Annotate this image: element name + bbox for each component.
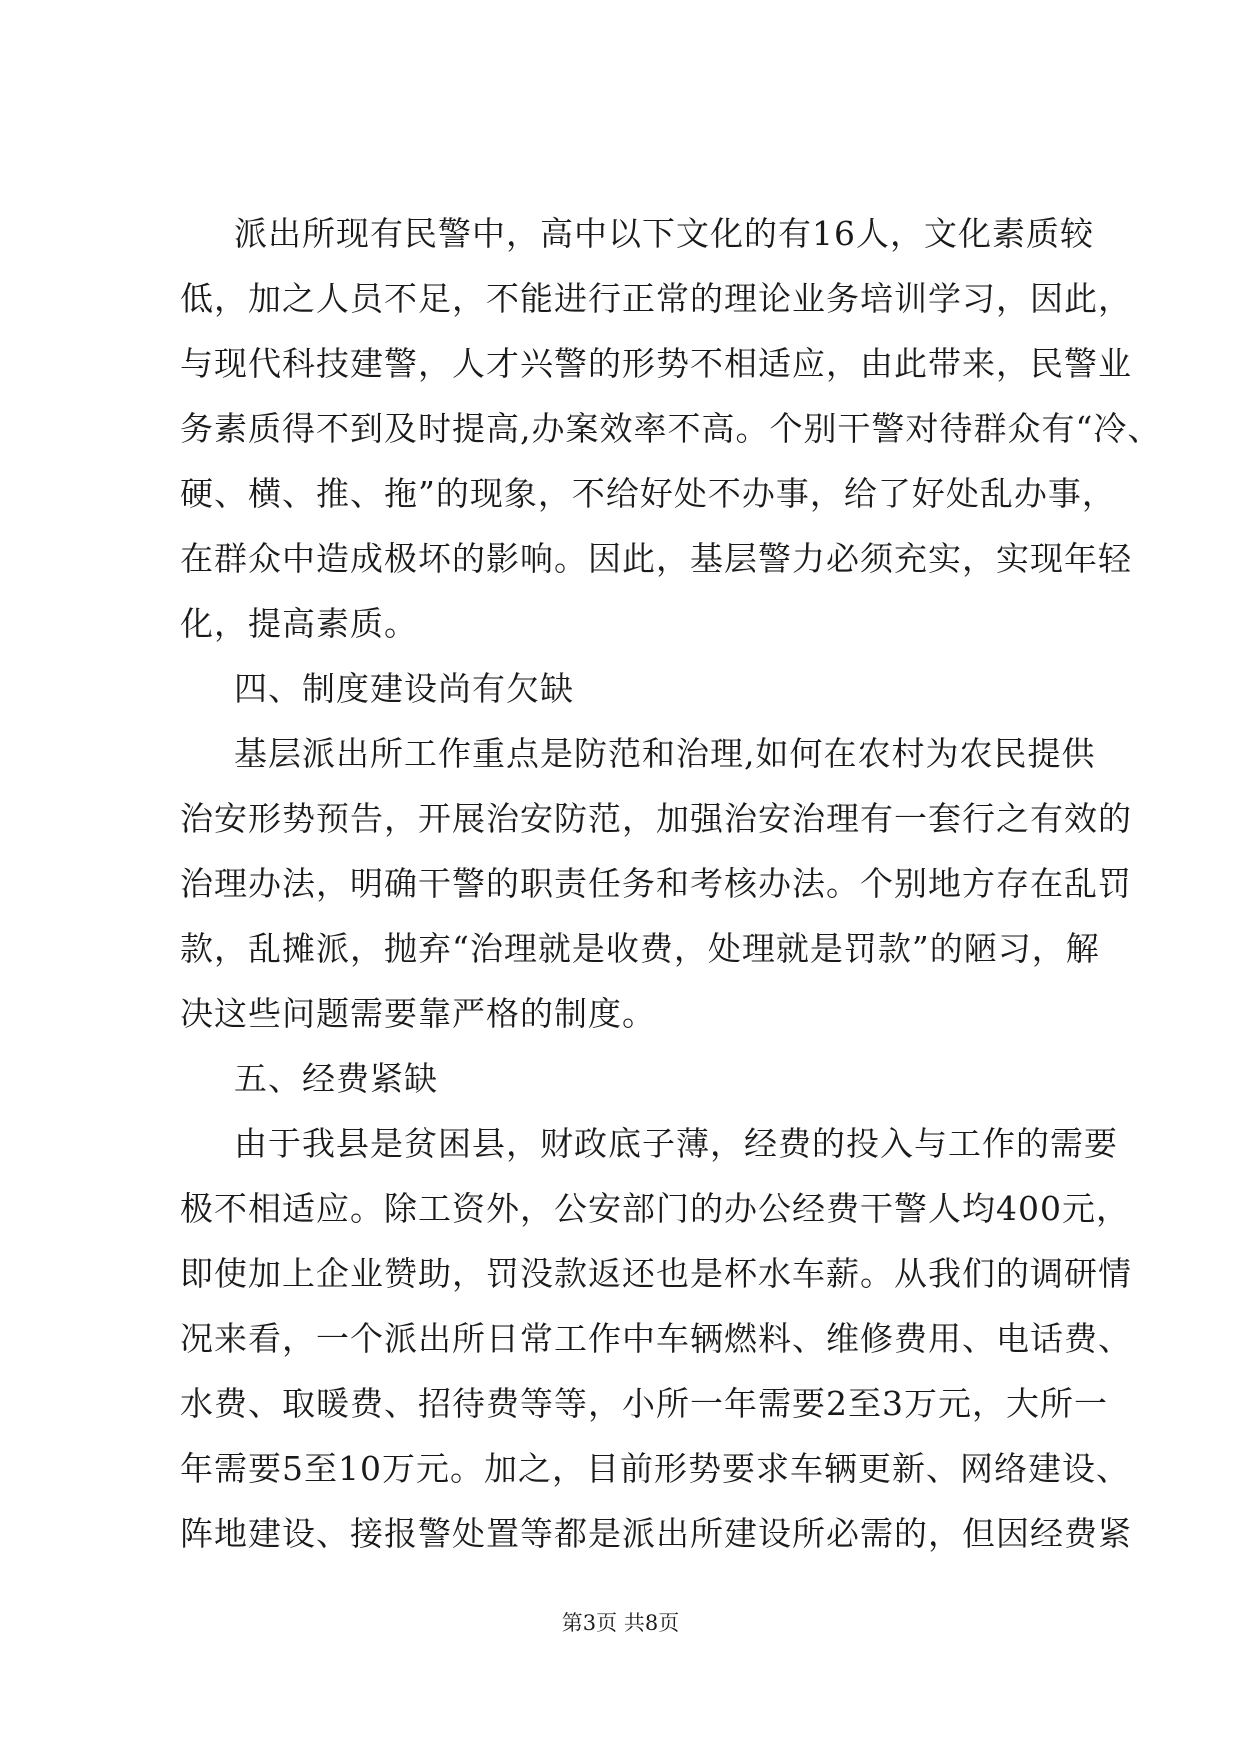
paragraph-line: 派出所现有民警中，高中以下文化的有16人，文化素质较 (234, 214, 1094, 253)
paragraph-line: 在群众中造成极坏的影响。因此，基层警力必须充实，实现年轻 (180, 539, 1132, 578)
paragraph-line: 年需要5至10万元。加之，目前形势要求车辆更新、网络建设、 (180, 1449, 1130, 1488)
paragraph-line: 即使加上企业赞助，罚没款返还也是杯水车薪。从我们的调研情 (180, 1254, 1132, 1293)
paragraph-line: 务素质得不到及时提高,办案效率不高。个别干警对待群众有“冷、 (180, 409, 1162, 448)
paragraph-line: 况来看，一个派出所日常工作中车辆燃料、维修费用、电话费、 (180, 1319, 1132, 1358)
paragraph-line: 基层派出所工作重点是防范和治理,如何在农村为农民提供 (234, 734, 1096, 773)
paragraph-line: 低，加之人员不足，不能进行正常的理论业务培训学习，因此， (180, 279, 1132, 318)
paragraph-line: 治理办法，明确干警的职责任务和考核办法。个别地方存在乱罚 (180, 864, 1132, 903)
section-heading: 五、经费紧缺 (234, 1059, 438, 1098)
paragraph-line: 与现代科技建警，人才兴警的形势不相适应，由此带来，民警业 (180, 344, 1132, 383)
page-number-footer: 第3页 共8页 (561, 1611, 680, 1635)
paragraph-line: 治安形势预告，开展治安防范，加强治安治理有一套行之有效的 (180, 799, 1132, 838)
paragraph-line: 硬、横、推、拖”的现象，不给好处不办事，给了好处乱办事， (180, 474, 1116, 513)
paragraph-line: 化，提高素质。 (180, 604, 418, 643)
paragraph-line: 款，乱摊派，抛弃“治理就是收费，处理就是罚款”的陋习，解 (180, 929, 1100, 968)
paragraph-line: 由于我县是贫困县，财政底子薄，经费的投入与工作的需要 (234, 1124, 1118, 1163)
paragraph-line: 阵地建设、接报警处置等都是派出所建设所必需的，但因经费紧 (180, 1514, 1132, 1553)
paragraph-line: 水费、取暖费、招待费等等，小所一年需要2至3万元，大所一 (180, 1384, 1108, 1423)
paragraph-line: 极不相适应。除工资外，公安部门的办公经费干警人均400元， (180, 1189, 1130, 1228)
section-heading: 四、制度建设尚有欠缺 (234, 669, 574, 708)
paragraph-line: 决这些问题需要靠严格的制度。 (180, 994, 656, 1033)
